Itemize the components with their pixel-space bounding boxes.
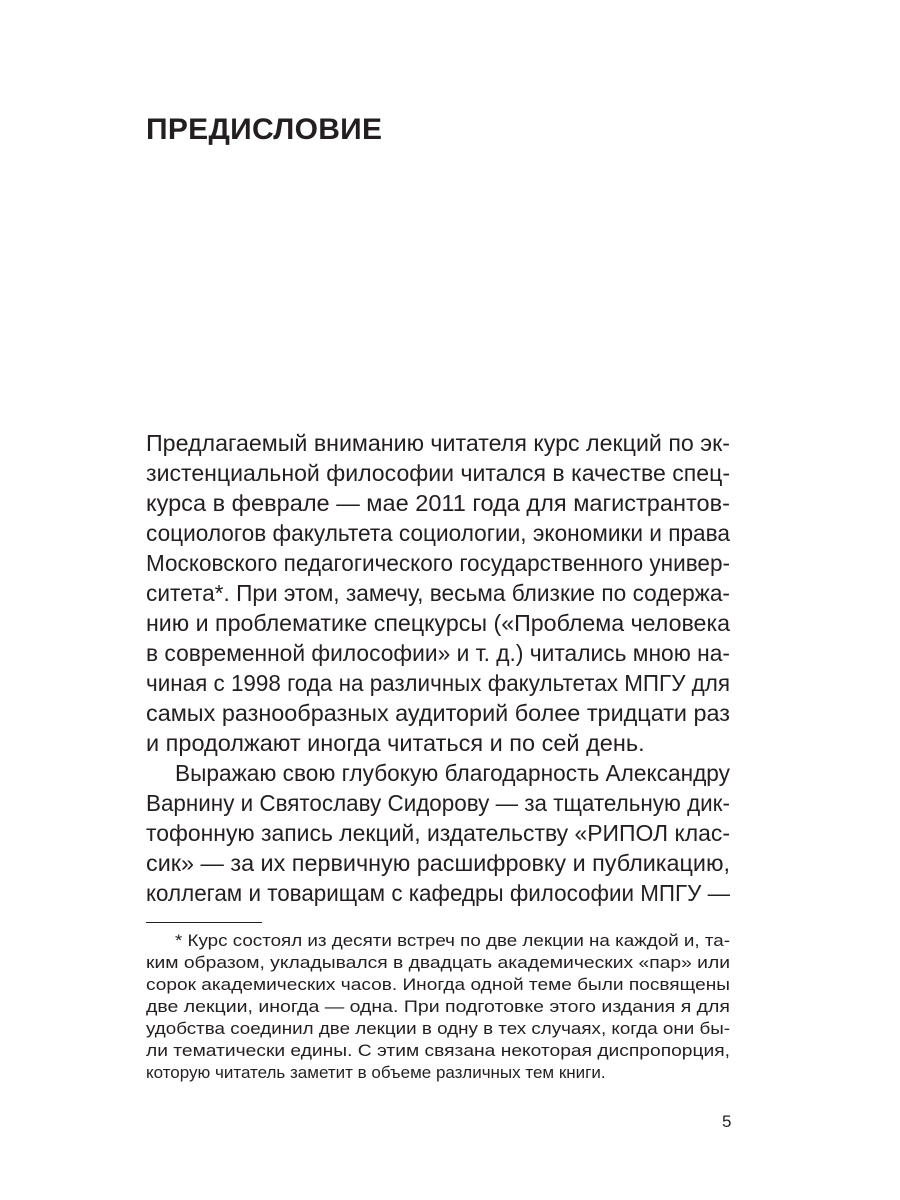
paragraph-line: коллегам и товарищам с кафедры философии МПГУ —: [146, 880, 731, 906]
footnote-divider: [146, 922, 262, 923]
paragraph-line: в современной философии» и т. д.) читались мною на-: [146, 640, 730, 666]
paragraph-line: зистенциальной философии читался в качестве спец-: [146, 460, 731, 486]
paragraph-line: и продолжают иногда читаться и по сей день.: [146, 730, 645, 756]
footnote-line: ли тематически едины. С этим связана некоторая диспропорция,: [146, 1041, 731, 1060]
chapter-title: ПРЕДИСЛОВИЕ: [146, 113, 383, 146]
footnote-line: ким образом, укладывался в двадцать академических «пар» или: [146, 953, 730, 972]
paragraph-line: чиная с 1998 года на различных факультетах МПГУ для: [146, 670, 731, 696]
paragraph-line: Предлагаемый вниманию читателя курс лекций по эк-: [146, 430, 730, 456]
paragraph-line: курса в феврале — мае 2011 года для магистрантов-: [146, 490, 730, 516]
paragraph-line: нию и проблематике спецкурсы («Проблема человека: [146, 610, 731, 636]
footnote-line: которую читатель заметит в объеме различных тем книги.: [146, 1063, 606, 1082]
paragraph-line: социологов факультета социологии, экономики и права: [146, 520, 730, 546]
footnote-line: удобства соединил две лекции в одну в тех случаях, когда они бы-: [146, 1019, 731, 1038]
footnote-line: сорок академических часов. Иногда одной теме были посвящены: [146, 975, 731, 994]
paragraph-line: ситета*. При этом, замечу, весьма близкие по содержа-: [146, 580, 730, 606]
footnote-line: две лекции, иногда — одна. При подготовке этого издания я для: [146, 997, 730, 1016]
paragraph-line: сик» — за их первичную расшифровку и публикацию,: [146, 850, 731, 876]
paragraph-line: Московского педагогического государственного универ-: [146, 550, 730, 576]
footnote-line: * Курс состоял из десяти встреч по две лекции на каждой и, та-: [175, 931, 730, 950]
paragraph-line: тофонную запись лекций, издательству «РИПОЛ клас-: [146, 820, 731, 846]
paragraph-line: Варнину и Святославу Сидорову — за тщательную дик-: [146, 790, 730, 816]
paragraph-line: Выражаю свою глубокую благодарность Александру: [175, 760, 730, 786]
paragraph-line: самых разнообразных аудиторий более тридцати раз: [146, 700, 731, 726]
page-number: 5: [722, 1112, 732, 1131]
